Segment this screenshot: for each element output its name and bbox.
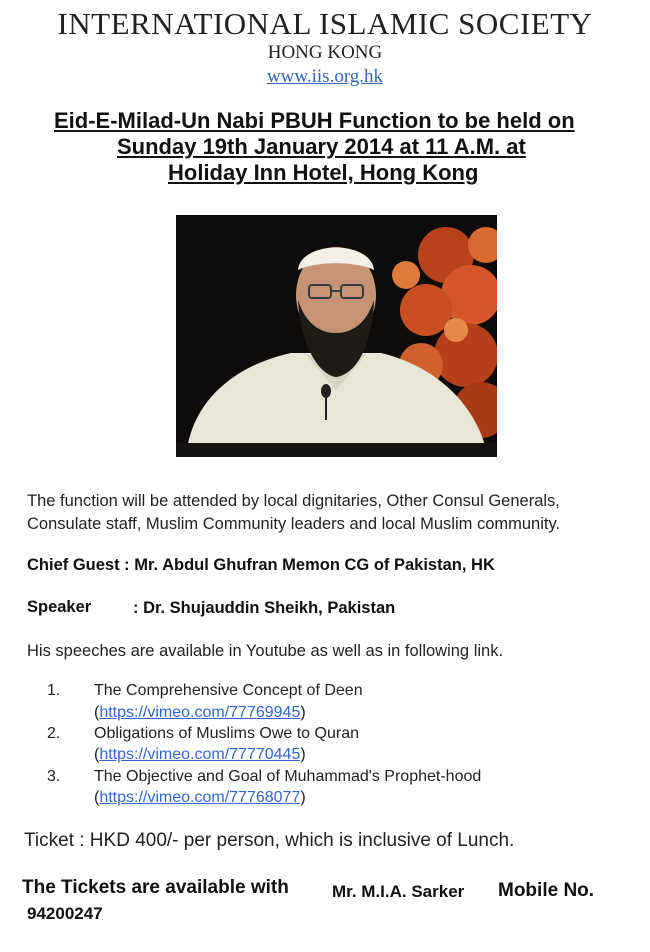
speech-number: 2.	[47, 725, 61, 742]
speaker-label: Speaker	[27, 598, 92, 616]
speech-title: The Objective and Goal of Muhammad's Prophet-hood	[94, 768, 482, 785]
speech-link[interactable]: https://vimeo.com/77768077	[99, 789, 301, 806]
speech-link[interactable]: https://vimeo.com/77770445	[99, 746, 301, 763]
paren-open: (	[94, 789, 100, 806]
speech-title: Obligations of Muslims Owe to Quran	[94, 725, 359, 742]
speech-number: 3.	[47, 768, 61, 785]
paren-open: (	[94, 704, 100, 721]
contact-name: Mr. M.I.A. Sarker	[332, 882, 465, 901]
chief-guest-row	[27, 556, 495, 575]
organization-name: INTERNATIONAL ISLAMIC SOCIETY	[57, 6, 593, 41]
headline-line-1: Eid-E-Milad-Un Nabi PBUH Function to be held on	[54, 108, 575, 133]
ticket-availability: The Tickets are available with	[22, 877, 289, 898]
website-link[interactable]: www.iis.org.hk	[266, 66, 384, 87]
paren-close: )	[300, 746, 306, 763]
speech-title: The Comprehensive Concept of Deen	[94, 682, 363, 699]
speaker-value: : Dr. Shujauddin Sheikh, Pakistan	[133, 599, 396, 617]
paren-open: (	[94, 746, 100, 763]
mobile-number: 94200247	[27, 904, 103, 923]
ticket-price: Ticket : HKD 400/- per person, which is inclusive of Lunch.	[24, 830, 515, 851]
organization-location: HONG KONG	[267, 42, 383, 63]
speech-link-row	[94, 746, 306, 764]
speech-link-row	[94, 704, 306, 722]
chief-guest-label: Chief Guest :	[27, 556, 130, 574]
paren-close: )	[300, 704, 306, 721]
mobile-label: Mobile No.	[498, 880, 595, 901]
paren-close: )	[300, 789, 306, 806]
headline-line-2: Sunday 19th January 2014 at 11 A.M. at	[117, 134, 526, 159]
speech-number: 1.	[47, 682, 61, 699]
chief-guest-value: Mr. Abdul Ghufran Memon CG of Pakistan, HK	[134, 556, 495, 574]
speaker-portrait-illustration	[176, 215, 497, 457]
headline-line-3: Holiday Inn Hotel, Hong Kong	[168, 160, 479, 185]
intro-line-1: The function will be attended by local dignitaries, Other Consul Generals,	[27, 492, 560, 510]
intro-line-2: Consulate staff, Muslim Community leaders and local Muslim community.	[27, 515, 561, 533]
speaker-photo	[176, 215, 497, 457]
speech-link[interactable]: https://vimeo.com/77769945	[99, 704, 301, 721]
speeches-intro: His speeches are available in Youtube as well as in following link.	[27, 642, 504, 660]
speech-link-row	[94, 789, 306, 807]
